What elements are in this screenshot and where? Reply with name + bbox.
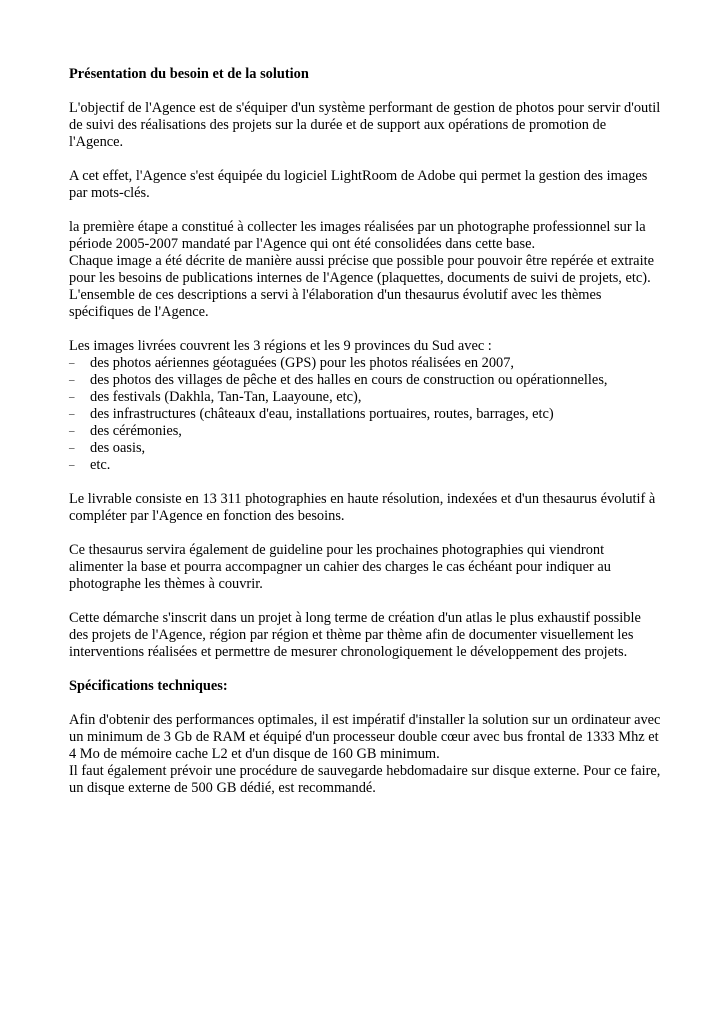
list-item-text: des festivals (Dakhla, Tan-Tan, Laayoune, etc), [90,389,362,405]
list-item [69,457,661,474]
section-heading-presentation: Présentation du besoin et de la solution [69,66,309,82]
list-item-text: des infrastructures (châteaux d'eau, installations portuaires, routes, barrages, etc) [90,406,554,422]
list-item [69,406,661,423]
paragraph-performances: Afin d'obtenir des performances optimales, il est impératif d'installer la solution sur un ordinateur avec un minimum de 3 Gb de RAM et équipé d'un processeur double cœur avec bus frontal de 1333 Mhz et 4 Mo de mémoire cache L2 et d'un disque de 160 GB minimum. [69,712,661,762]
paragraph-thesaurus: L'ensemble de ces descriptions a servi à l'élaboration d'un thesaurus évolutif avec les thèmes spécifiques de l'Agence. [69,287,602,320]
paragraph-objectif: L'objectif de l'Agence est de s'équiper d'un système performant de gestion de photos pour servir d'outil de suivi des réalisations des projets sur la durée et de support aux opérations de promotion de l'Agence. [69,100,661,150]
dash-bullet-icon: – [69,442,75,454]
paragraph-atlas: Cette démarche s'inscrit dans un projet à long terme de création d'un atlas le plus exhaustif possible des projets de l'Agence, région par région et thème par thème afin de documenter visuellement les interventions réalisées et permettre de mesurer chronologiquement le développement des projets. [69,610,641,660]
dash-bullet-icon: – [69,374,75,386]
spacer [69,321,661,338]
spacer [69,695,661,712]
spacer [69,474,661,491]
list-item [69,355,661,372]
spacer [69,525,661,542]
image-types-list [69,355,661,474]
list-item-text: etc. [90,457,111,473]
list-item [69,423,661,440]
list-item-text: des photos des villages de pêche et des halles en cours de construction ou opérationnelles, [90,372,608,388]
paragraph-premiere-etape: la première étape a constitué à collecter les images réalisées par un photographe professionnel sur la période 2005-2007 mandaté par l'Agence qui ont été consolidées dans cette base. [69,219,646,252]
paragraph-guideline: Ce thesaurus servira également de guideline pour les prochaines photographies qui viendront alimenter la base et pourra accompagner un cahier des charges le cas échéant pour indiquer au photographe les thèmes à couvrir. [69,542,611,592]
dash-bullet-icon: – [69,425,75,437]
list-intro: Les images livrées couvrent les 3 régions et les 9 provinces du Sud avec : [69,338,492,354]
list-item [69,372,661,389]
list-item [69,389,661,406]
paragraph-livrable: Le livrable consiste en 13 311 photographies en haute résolution, indexées et d'un thesaurus évolutif à compléter par l'Agence en fonction des besoins. [69,491,656,524]
list-item-text: des oasis, [90,440,146,456]
spacer [69,661,661,678]
spacer [69,151,661,168]
list-item-text: des cérémonies, [90,423,182,439]
dash-bullet-icon: – [69,459,75,471]
paragraph-description-images: Chaque image a été décrite de manière aussi précise que possible pour pouvoir être repérée et extraite pour les besoins de publications internes de l'Agence (plaquettes, documents de suivi de projets, etc). [69,253,654,286]
list-item [69,440,661,457]
dash-bullet-icon: – [69,391,75,403]
dash-bullet-icon: – [69,357,75,369]
paragraph-lightroom: A cet effet, l'Agence s'est équipée du logiciel LightRoom de Adobe qui permet la gestion des images par mots-clés. [69,168,648,201]
dash-bullet-icon: – [69,408,75,420]
spacer [69,202,661,219]
paragraph-sauvegarde: Il faut également prévoir une procédure de sauvegarde hebdomadaire sur disque externe. Pour ce faire, un disque externe de 500 GB dédié, est recommandé. [69,763,661,796]
document-page [69,66,661,797]
section-heading-specifications: Spécifications techniques: [69,678,228,694]
list-item-text: des photos aériennes géotaguées (GPS) pour les photos réalisées en 2007, [90,355,515,371]
spacer [69,593,661,610]
spacer [69,83,661,100]
